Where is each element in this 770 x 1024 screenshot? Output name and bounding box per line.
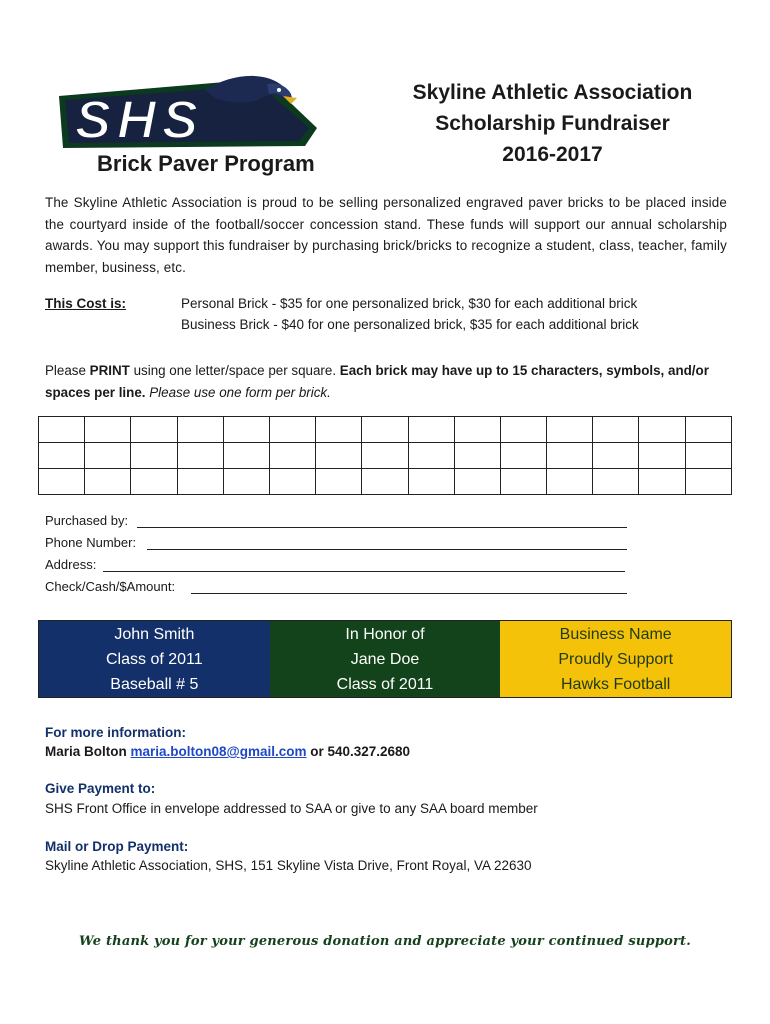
letter-square[interactable]: [408, 469, 454, 495]
sample-line: Jane Doe: [350, 650, 420, 668]
print-emphasis: PRINT: [89, 363, 130, 378]
letter-square[interactable]: [269, 443, 315, 469]
sample-line: Class of 2011: [106, 650, 203, 668]
sample-line: Business Name: [559, 625, 672, 643]
letter-square[interactable]: [547, 443, 593, 469]
payment-instructions: SHS Front Office in envelope addressed to SAA or give to any SAA board member: [45, 801, 538, 816]
contact-name: Maria Bolton: [45, 744, 131, 759]
phone-number-label: Phone Number:: [45, 535, 137, 550]
address-label: Address:: [45, 557, 97, 572]
sample-line: Class of 2011: [336, 675, 434, 693]
letter-square[interactable]: [454, 469, 500, 495]
instruction-text: using one letter/space per square.: [129, 363, 340, 378]
letter-square[interactable]: [685, 469, 731, 495]
letter-square[interactable]: [85, 469, 131, 495]
letter-square[interactable]: [639, 417, 685, 443]
sample-brick-honor: [270, 621, 501, 697]
address-field[interactable]: [103, 571, 625, 572]
letter-square[interactable]: [593, 417, 639, 443]
letter-square[interactable]: [223, 443, 269, 469]
logo-text: SHS: [75, 90, 205, 150]
thank-you-note: We thank you for your generous donation and appreciate your continued support.: [79, 934, 691, 949]
check-amount-field[interactable]: [191, 593, 627, 594]
payment-heading: Give Payment to:: [45, 781, 156, 796]
letter-square[interactable]: [39, 469, 85, 495]
instruction-text: Please: [45, 363, 90, 378]
sample-bricks: [38, 620, 732, 698]
sample-line: Hawks Football: [560, 675, 671, 693]
letter-square[interactable]: [269, 469, 315, 495]
grid-row: [39, 469, 732, 495]
sample-line: Baseball # 5: [110, 675, 199, 693]
cost-label: This Cost is:: [45, 296, 127, 311]
letter-square[interactable]: [85, 417, 131, 443]
letter-square[interactable]: [547, 417, 593, 443]
fundraiser-title: [380, 77, 725, 170]
title-line: Skyline Athletic Association: [412, 81, 693, 104]
more-info-heading: For more information:: [45, 725, 186, 740]
print-instructions: [45, 360, 727, 404]
letter-square[interactable]: [131, 469, 177, 495]
business-brick-price: Business Brick - $40 for one personalized brick, $35 for each additional brick: [181, 317, 639, 332]
letter-square[interactable]: [685, 443, 731, 469]
letter-square[interactable]: [639, 443, 685, 469]
letter-square[interactable]: [500, 469, 546, 495]
mail-heading: Mail or Drop Payment:: [45, 839, 189, 854]
letter-square[interactable]: [639, 469, 685, 495]
check-amount-label: Check/Cash/$Amount:: [45, 579, 176, 594]
letter-square[interactable]: [39, 417, 85, 443]
program-title: Brick Paver Program: [97, 151, 315, 176]
letter-square[interactable]: [685, 417, 731, 443]
letter-square[interactable]: [177, 417, 223, 443]
purchased-by-label: Purchased by:: [45, 513, 129, 528]
phone-number-field[interactable]: [147, 549, 627, 550]
one-form-note: Please use one form per brick.: [149, 385, 331, 400]
mailing-address: Skyline Athletic Association, SHS, 151 Skyline Vista Drive, Front Royal, VA 22630: [45, 858, 532, 873]
letter-square[interactable]: [454, 443, 500, 469]
letter-square[interactable]: [593, 469, 639, 495]
engraving-letter-grid: [38, 416, 732, 495]
shs-hawk-logo: [55, 68, 323, 152]
contact-phone: or 540.327.2680: [306, 744, 411, 759]
contact-email-link[interactable]: maria.bolton08@gmail.com: [130, 744, 307, 759]
letter-square[interactable]: [223, 469, 269, 495]
sample-line: Proudly Support: [558, 650, 674, 668]
letter-square[interactable]: [362, 443, 408, 469]
contact-line: [45, 744, 410, 759]
title-line: Scholarship Fundraiser: [435, 112, 670, 135]
grid-row: [39, 443, 732, 469]
intro-paragraph: The Skyline Athletic Association is proud to be selling personalized engraved paver bricks to be placed inside the courtyard inside of the football/soccer concession stand. These funds will support our annual scholarship awards. You may support this fundraiser by purchasing brick/bricks to recognize a student, class, teacher, family member, business, etc.: [45, 195, 727, 275]
letter-square[interactable]: [269, 417, 315, 443]
letter-square[interactable]: [177, 443, 223, 469]
letter-square[interactable]: [362, 417, 408, 443]
letter-square[interactable]: [316, 417, 362, 443]
sample-brick-business: [500, 621, 731, 697]
letter-square[interactable]: [500, 417, 546, 443]
sample-line: In Honor of: [345, 625, 425, 643]
letter-square[interactable]: [408, 417, 454, 443]
letter-square[interactable]: [223, 417, 269, 443]
letter-square[interactable]: [316, 443, 362, 469]
letter-square[interactable]: [500, 443, 546, 469]
letter-square[interactable]: [131, 417, 177, 443]
title-line: 2016-2017: [502, 143, 603, 166]
letter-square[interactable]: [39, 443, 85, 469]
sample-brick-student: [39, 621, 270, 697]
letter-square[interactable]: [547, 469, 593, 495]
character-limit-rule: Each brick may have up to 15 characters, symbols, and/or spaces per line.: [45, 363, 709, 400]
purchased-by-field[interactable]: [137, 527, 627, 528]
grid-row: [39, 417, 732, 443]
letter-square[interactable]: [362, 469, 408, 495]
letter-square[interactable]: [316, 469, 362, 495]
letter-square[interactable]: [454, 417, 500, 443]
personal-brick-price: Personal Brick - $35 for one personalized brick, $30 for each additional brick: [181, 296, 638, 311]
letter-square[interactable]: [85, 443, 131, 469]
letter-square[interactable]: [593, 443, 639, 469]
letter-square[interactable]: [131, 443, 177, 469]
letter-square[interactable]: [177, 469, 223, 495]
letter-square[interactable]: [408, 443, 454, 469]
sample-line: John Smith: [114, 625, 195, 643]
